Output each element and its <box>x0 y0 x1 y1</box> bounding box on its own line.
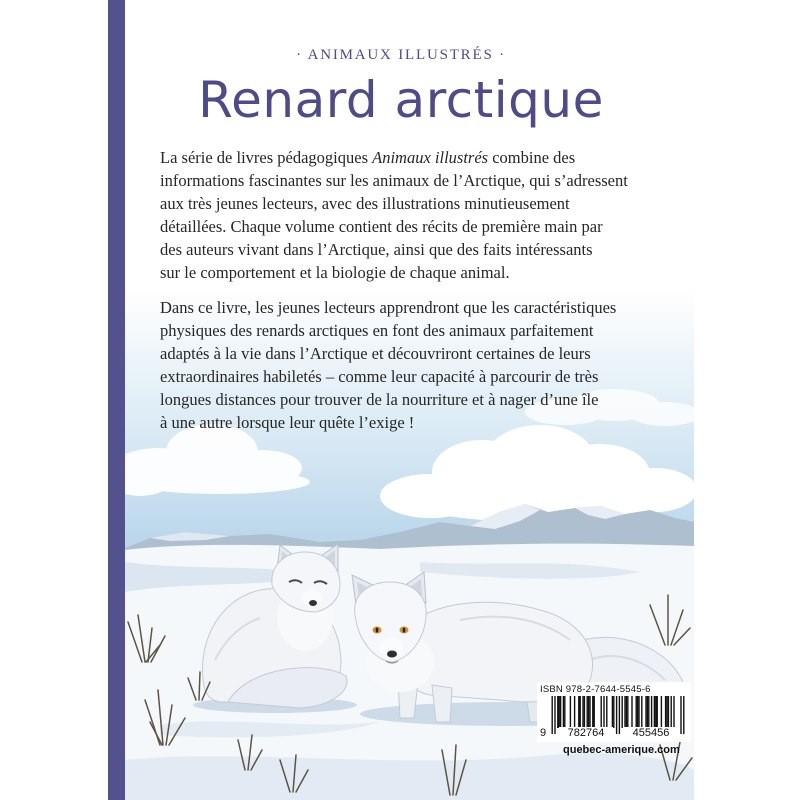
barcode-bar <box>570 696 571 728</box>
barcode-bar <box>584 696 585 728</box>
barcode-bar <box>671 696 672 728</box>
paragraph-line: physiques des renards arctiques en font des animaux parfaitement <box>160 321 594 340</box>
paragraph-line: détaillées. Chaque volume contient des récits de première main par <box>160 217 603 236</box>
paragraph-line: des auteurs vivant dans l’Arctique, ainsi que des faits intéressants <box>160 240 593 259</box>
barcode-bar <box>613 696 614 728</box>
barcode-left-digits: 782764 <box>559 727 613 739</box>
barcode-bar <box>648 696 649 728</box>
book-back-cover <box>108 0 694 800</box>
barcode-guard-bar <box>683 696 684 734</box>
barcode-guard-bar <box>552 696 553 734</box>
barcode-guard-bar <box>554 696 555 734</box>
isbn-barcode <box>537 682 691 742</box>
barcode-bar <box>655 696 656 728</box>
barcode-bar <box>588 696 589 728</box>
barcode-bar <box>592 696 593 728</box>
barcode-bar <box>661 696 662 728</box>
barcode-bar <box>666 696 667 728</box>
barcode-bar <box>601 696 602 728</box>
barcode-bar <box>589 696 590 728</box>
barcode-bar <box>563 696 564 728</box>
paragraph-line: informations fascinantes sur les animaux de l’Arctique, qui s’adressent <box>160 171 628 190</box>
barcode-bar <box>622 696 623 728</box>
barcode-bar <box>626 696 627 728</box>
fox-nose <box>309 600 317 606</box>
barcode-guard-bar <box>616 696 617 734</box>
series-name-italic: Animaux illustrés <box>372 148 489 167</box>
isbn-number: ISBN 978-2-7644-5545-6 <box>540 684 651 695</box>
barcode-right-digits: 455456 <box>624 727 678 739</box>
barcode-bar <box>578 696 579 728</box>
barcode-bar <box>665 696 666 728</box>
barcode-bar <box>627 696 628 728</box>
barcode-bar <box>673 696 674 728</box>
paragraph-line: aux très jeunes lecteurs, avec des illustrations minutieusement <box>160 194 570 213</box>
fox-nose <box>387 651 397 658</box>
series-label: · ANIMAUX ILLUSTRÉS · <box>296 47 506 63</box>
barcode-bar <box>564 696 565 728</box>
barcode-bar <box>638 696 639 728</box>
barcode-bar <box>594 696 595 728</box>
barcode-bar <box>603 696 604 728</box>
barcode-guard-bar <box>680 696 681 734</box>
paragraph <box>160 146 690 284</box>
barcode-bar <box>651 696 652 728</box>
barcode-bar <box>645 696 646 728</box>
barcode-bar <box>657 696 658 728</box>
text-segment: La série de livres pédagogiques <box>160 148 373 167</box>
barcode-bar <box>647 696 648 728</box>
barcode-bar <box>612 696 613 728</box>
paragraph-line: adaptés à la vie dans l’Arctique et découvriront certaines de leurs <box>160 344 591 363</box>
paragraph-line <box>160 146 690 169</box>
barcode-first-digit: 9 <box>540 727 547 739</box>
barcode-bar <box>580 696 581 728</box>
barcode-bar <box>587 696 588 728</box>
barcode-bar <box>624 696 625 728</box>
paragraph-line: à une autre lorsque leur quête l’exige ! <box>160 413 415 432</box>
publisher-website: quebec-amerique.com <box>563 744 680 756</box>
barcode-bar <box>560 696 561 728</box>
barcode-bar <box>606 696 607 728</box>
barcode-bar <box>631 696 632 728</box>
paragraph-line: Dans ce livre, les jeunes lecteurs apprendront que les caractéristiques <box>160 298 617 317</box>
barcode-bar <box>668 696 669 728</box>
barcode-bar <box>557 696 558 728</box>
paragraph-line: longues distances pour trouver de la nourriture et à nager d’une île <box>160 390 599 409</box>
paragraph <box>160 296 690 434</box>
barcode-bar <box>637 696 638 728</box>
barcode-bar <box>636 696 637 728</box>
text-segment: combine des <box>488 148 576 167</box>
fox-leg <box>432 685 452 722</box>
barcode-bar <box>582 696 583 728</box>
barcode-guard-bar <box>619 696 620 734</box>
barcode-bar <box>574 696 575 728</box>
paragraph-line: extraordinaires habiletés – comme leur capacité à parcourir de très <box>160 367 599 386</box>
barcode-bar <box>641 696 642 728</box>
barcode-bar <box>654 696 655 728</box>
barcode-bar <box>559 696 560 728</box>
book-title: Renard arctique <box>198 71 604 129</box>
paragraph-line: sur le comportement et la biologie de chaque animal. <box>160 263 510 282</box>
description-text <box>160 146 690 434</box>
